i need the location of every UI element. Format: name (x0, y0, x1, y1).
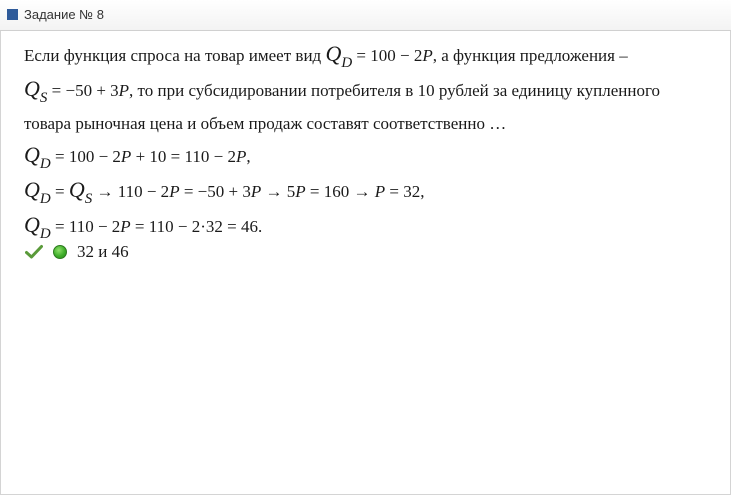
p-symbol: P (120, 217, 131, 236)
p-symbol: P (422, 46, 433, 65)
s-subscript: S (39, 90, 48, 106)
q-symbol: Q (24, 212, 40, 237)
task-header (0, 0, 731, 31)
eq-part: = 110 − 2 (50, 217, 121, 236)
question-line-1 (24, 38, 720, 73)
q-symbol: Q (68, 177, 85, 202)
task-title: Задание № 8 (24, 7, 104, 22)
eq-part: = 32, (385, 182, 425, 201)
q-symbol: Q (24, 142, 40, 167)
p-symbol: P (118, 81, 130, 100)
eq-part: = 160 → (305, 182, 375, 201)
question-content (24, 38, 720, 244)
eq-part: + 10 = 110 − 2 (131, 147, 236, 166)
eq-part: = 100 − 2 (50, 147, 121, 166)
eq-part: → 110 − 2 (92, 182, 170, 201)
solution-eq-2 (24, 174, 720, 209)
p-symbol: P (169, 182, 180, 201)
eq-part: → 5 (261, 182, 296, 201)
d-subscript: D (39, 156, 51, 172)
radio-selected-icon[interactable] (53, 245, 67, 259)
solution-eq-1 (24, 139, 720, 174)
d-subscript: D (39, 191, 51, 207)
eq-part: = 110 − 2·32 = 46. (130, 217, 263, 236)
p-symbol: P (295, 182, 306, 201)
demand-formula: = 100 − 2 (352, 46, 423, 65)
task-marker-icon (7, 9, 18, 20)
question-text: , а функция предложения – (432, 46, 628, 65)
s-subscript: S (84, 191, 93, 207)
solution-eq-3 (24, 209, 720, 244)
p-symbol: P (374, 182, 386, 201)
q-symbol: Q (24, 177, 40, 202)
d-subscript: D (341, 55, 353, 71)
q-symbol: Q (24, 76, 40, 101)
d-subscript: D (39, 226, 51, 242)
q-symbol: Q (325, 41, 342, 66)
eq-part: = (50, 182, 69, 201)
question-text: , то при субсидировании потребителя в 10 рублей за единицу купленного (129, 81, 660, 100)
p-symbol: P (250, 182, 262, 201)
checkmark-icon (25, 244, 43, 260)
p-symbol: P (120, 147, 132, 166)
question-line-3: товара рыночная цена и объем продаж составят соответственно … (24, 114, 507, 133)
p-symbol: P (235, 147, 247, 166)
question-text: Если функция спроса на товар имеет вид (24, 46, 326, 65)
question-line-2 (24, 73, 720, 108)
eq-part: , (246, 147, 251, 166)
supply-formula: = −50 + 3 (47, 81, 119, 100)
answer-text: 32 и 46 (77, 242, 129, 261)
eq-part: = −50 + 3 (179, 182, 251, 201)
answer-option[interactable] (25, 242, 129, 262)
